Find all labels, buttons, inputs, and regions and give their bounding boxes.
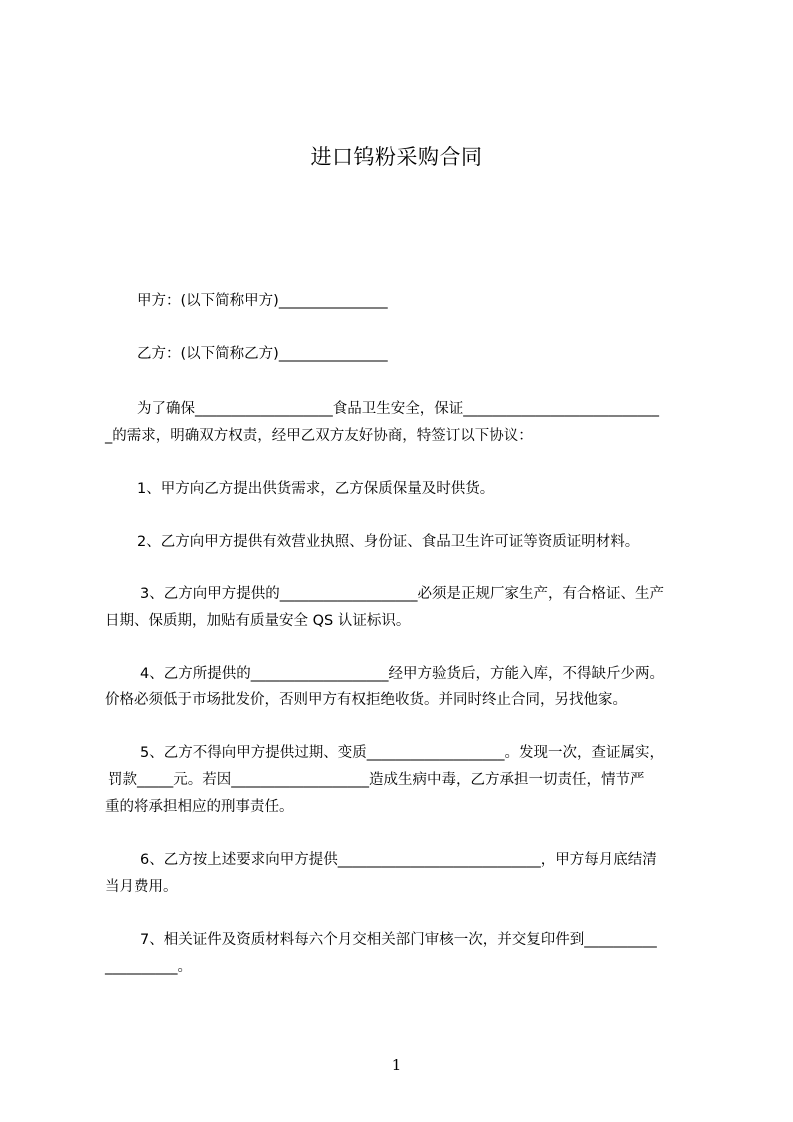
preamble-line-1: 为了确保___________________食品卫生安全，保证___________________________ [137, 401, 659, 417]
clause-6-line-1: 6、乙方按上述要求向甲方提供____________________________，甲方每月底结清 [140, 852, 657, 868]
clause-6-line-2: 当月费用。 [105, 879, 178, 895]
clause-5-line-1: 5、乙方不得向甲方提供过期、变质___________________。发现一次，查证属实， [140, 745, 664, 761]
preamble-line-2: _的需求，明确双方权责，经甲乙双方友好协商，特签订以下协议： [105, 428, 533, 444]
party-a-line: 甲方：(以下简称甲方)_______________ [137, 293, 388, 309]
clause-5-line-3: 重的将承担相应的刑事责任。 [105, 799, 294, 815]
party-b-line: 乙方：(以下简称乙方)_______________ [137, 346, 388, 362]
clause-3-line-1: 3、乙方向甲方提供的___________________必须是正规厂家生产，有合格证、生产 [140, 586, 664, 602]
clause-4-line-1: 4、乙方所提供的___________________经甲方验货后，方能入库，不得缺斤少两。 [140, 666, 664, 682]
clause-5-line-2: 罚款_____元。若因___________________造成生病中毒，乙方承担一切责任，情节严 [108, 772, 645, 788]
clause-7-line-1: 7、相关证件及资质材料每六个月交相关部门审核一次，并交复印件到__________ [140, 932, 657, 948]
clause-3-line-2: 日期、保质期，加贴有质量安全 QS 认证标识。 [105, 613, 411, 629]
clause-4-line-2: 价格必须低于市场批发价，否则甲方有权拒绝收货。并同时终止合同，另找他家。 [105, 692, 627, 708]
clause-1: 1、甲方向乙方提出供货需求，乙方保质保量及时供货。 [137, 481, 495, 497]
clause-7-line-2: __________。 [105, 959, 192, 975]
page-number: 1 [391, 1056, 402, 1074]
clause-2: 2、乙方向甲方提供有效营业执照、身份证、食品卫生许可证等资质证明材料。 [137, 534, 640, 550]
document-title: 进口钨粉采购合同 [310, 145, 483, 169]
